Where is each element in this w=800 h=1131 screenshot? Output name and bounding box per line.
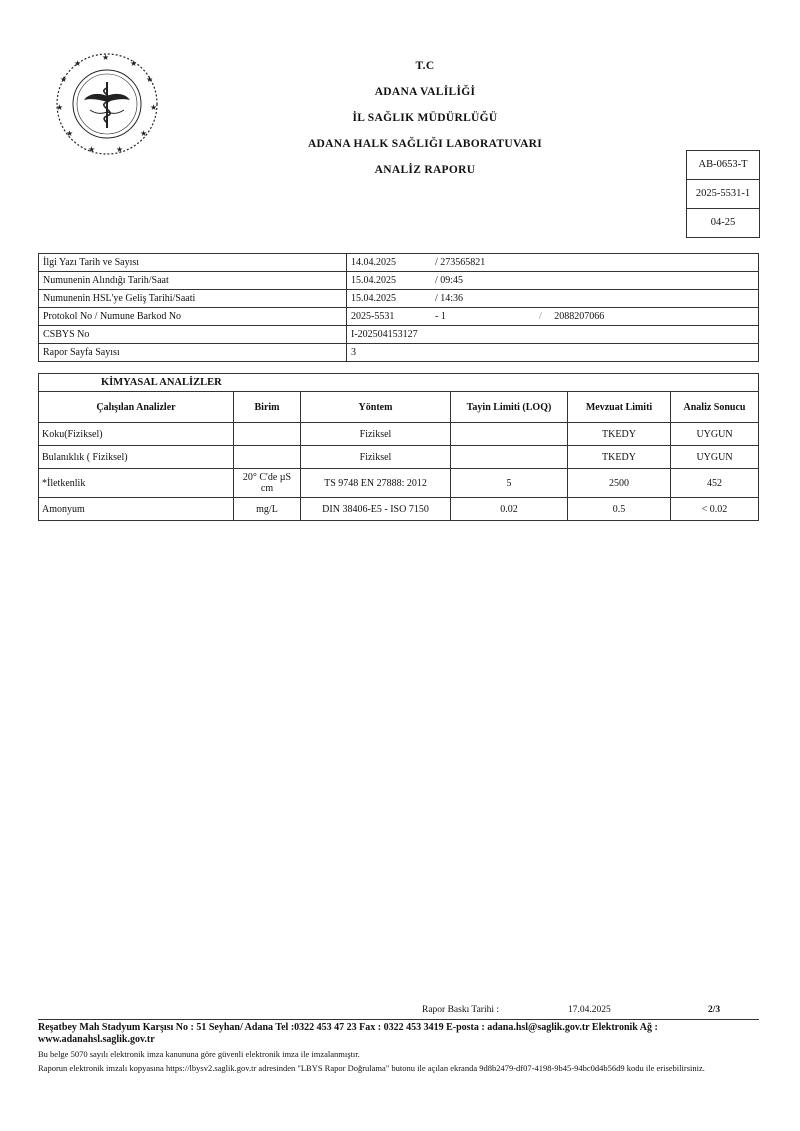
- e-signature-note: Bu belge 5070 sayılı elektronik imza kanununa göre güvenli elektronik imza ile imzalanmıştır.: [38, 1049, 360, 1059]
- analysis-unit: [234, 446, 301, 469]
- info-label: Numunenin Alındığı Tarih/Saat: [39, 272, 347, 290]
- table-row: [39, 290, 759, 308]
- analysis-result: UYGUN: [671, 446, 759, 469]
- column-header: Birim: [234, 392, 301, 423]
- table-row: [39, 344, 759, 362]
- info-value: 15.04.2025 / 14:36: [347, 290, 759, 308]
- analysis-result: UYGUN: [671, 423, 759, 446]
- header-line-governorship: ADANA VALİLİĞİ: [374, 86, 476, 98]
- table-row: [39, 272, 759, 290]
- info-value: 2025-5531 - 1 / 2088207066: [347, 308, 759, 326]
- analysis-name: Amonyum: [39, 498, 234, 521]
- table-row: [39, 254, 759, 272]
- page-footer: [38, 1005, 759, 1074]
- form-code: AB-0653-T: [687, 151, 759, 180]
- table-header-row: [39, 392, 759, 423]
- analysis-method: DIN 38406-E5 - ISO 7150: [301, 498, 451, 521]
- chemical-analysis-table: [38, 373, 759, 521]
- print-info: [38, 1005, 759, 1019]
- print-date: 17.04.2025: [568, 1005, 611, 1015]
- info-value: I-202504153127: [347, 326, 759, 344]
- header-line-report-title: ANALİZ RAPORU: [374, 164, 476, 176]
- table-row: [39, 446, 759, 469]
- sample-info-table: [38, 253, 759, 362]
- svg-text:★: ★: [88, 145, 96, 154]
- svg-text:★: ★: [102, 53, 110, 62]
- analysis-limit: TKEDY: [568, 446, 671, 469]
- analysis-result: 452: [671, 469, 759, 498]
- table-row: [39, 469, 759, 498]
- revision-code: 04-25: [710, 217, 736, 228]
- svg-text:★: ★: [150, 103, 158, 112]
- contact-address: Reşatbey Mah Stadyum Karşısı No : 51 Seyhan/ Adana Tel :0322 453 47 23 Fax : 0322 453 3419 E-posta : adana.hsl@saglik.gov.tr Elektronik Ağ : www.adanahsl.saglik.gov.tr: [38, 1019, 759, 1046]
- column-header: Tayin Limiti (LOQ): [451, 392, 568, 423]
- info-value: 3: [347, 344, 759, 362]
- info-label: İlgi Yazı Tarih ve Sayısı: [39, 254, 347, 272]
- analysis-method: TS 9748 EN 27888: 2012: [301, 469, 451, 498]
- svg-text:★: ★: [116, 145, 124, 154]
- info-label: Protokol No / Numune Barkod No: [39, 308, 347, 326]
- analysis-method: Fiziksel: [301, 446, 451, 469]
- page-number: 2/3: [708, 1005, 721, 1015]
- document-code-box: [686, 150, 760, 238]
- column-header: Mevzuat Limiti: [568, 392, 671, 423]
- analysis-loq: [451, 446, 568, 469]
- header-line-directorate: İL SAĞLIK MÜDÜRLÜĞÜ: [352, 112, 498, 124]
- info-value: 15.04.2025 / 09:45: [347, 272, 759, 290]
- column-header: Çalışılan Analizler: [39, 392, 234, 423]
- info-label: CSBYS No: [39, 326, 347, 344]
- ministry-seal-logo: [52, 52, 162, 156]
- analysis-loq: 0.02: [451, 498, 568, 521]
- analysis-limit: 0.5: [568, 498, 671, 521]
- column-header: Analiz Sonucu: [671, 392, 759, 423]
- analysis-result: < 0.02: [671, 498, 759, 521]
- analysis-name: Bulanıklık ( Fiziksel): [39, 446, 234, 469]
- analysis-unit: mg/L: [234, 498, 301, 521]
- svg-text:★: ★: [56, 103, 64, 112]
- table-row: [39, 498, 759, 521]
- report-number: 2025-5531-1: [687, 180, 759, 209]
- analysis-name: Koku(Fiziksel): [39, 423, 234, 446]
- header-line-tc: T.C: [415, 60, 435, 72]
- svg-text:★: ★: [140, 129, 148, 138]
- table-row: [39, 326, 759, 344]
- svg-text:★: ★: [60, 75, 68, 84]
- info-label: Rapor Sayfa Sayısı: [39, 344, 347, 362]
- info-label: Numunenin HSL'ye Geliş Tarihi/Saati: [39, 290, 347, 308]
- analysis-method: Fiziksel: [301, 423, 451, 446]
- analysis-loq: [451, 423, 568, 446]
- column-header: Yöntem: [301, 392, 451, 423]
- table-row: [39, 423, 759, 446]
- analysis-limit: 2500: [568, 469, 671, 498]
- section-title-row: [39, 374, 759, 392]
- section-title: KİMYASAL ANALİZLER: [39, 374, 759, 392]
- analysis-limit: TKEDY: [568, 423, 671, 446]
- analysis-name: *İletkenlik: [39, 469, 234, 498]
- analysis-unit: 20° C'de µS cm: [234, 469, 301, 498]
- svg-text:★: ★: [146, 75, 154, 84]
- info-value: 14.04.2025 / 273565821: [347, 254, 759, 272]
- svg-text:★: ★: [130, 59, 138, 68]
- verification-note: Raporun elektronik imzalı kopyasına https://lbysv2.saglik.gov.tr adresinden "LBYS Rapor Doğrulama" butonu ile açılan ekranda 9d8b2479-df07-4198-9b45-94bc0d4b56d9 kodu ile erisebilirsiniz.: [38, 1063, 705, 1073]
- svg-text:★: ★: [66, 129, 74, 138]
- svg-text:★: ★: [74, 59, 82, 68]
- print-date-label: Rapor Baskı Tarihi :: [422, 1005, 499, 1015]
- table-row: [39, 308, 759, 326]
- analysis-unit: [234, 423, 301, 446]
- analysis-loq: 5: [451, 469, 568, 498]
- header-line-laboratory: ADANA HALK SAĞLIĞI LABORATUVARI: [307, 138, 543, 150]
